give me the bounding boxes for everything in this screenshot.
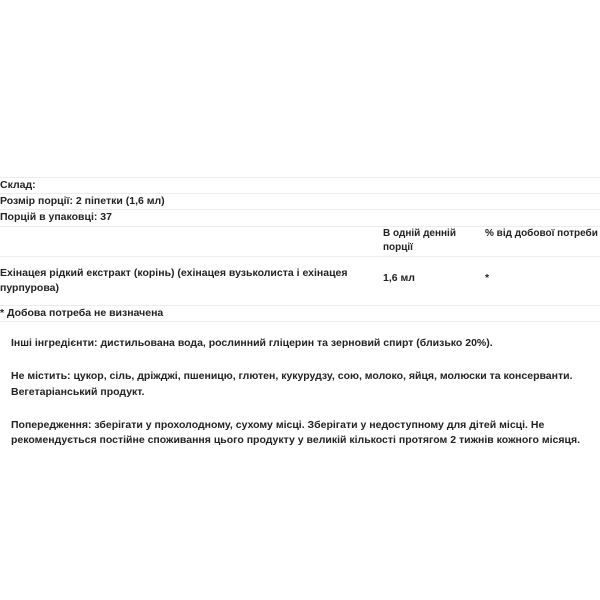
info-blocks bbox=[0, 336, 600, 449]
table-row bbox=[0, 256, 600, 305]
table-row-servings-per-container bbox=[0, 210, 600, 226]
composition-label: Склад: bbox=[0, 178, 600, 194]
supplement-facts-table bbox=[0, 177, 600, 322]
column-header-percent-daily-value: % від добової потреби bbox=[485, 226, 600, 256]
column-header-name bbox=[0, 226, 383, 256]
table-header-row bbox=[0, 226, 600, 256]
table-row-footnote bbox=[0, 306, 600, 322]
ingredient-name: Ехінацея рідкий екстракт (корінь) (ехінацея вузьколиста і ехінацея пурпурова) bbox=[0, 256, 383, 305]
table-row-composition bbox=[0, 178, 600, 194]
ingredient-amount: 1,6 мл bbox=[383, 256, 485, 305]
column-header-amount-per-serving: В одній денній порції bbox=[383, 226, 485, 256]
ingredient-daily-value: * bbox=[485, 256, 600, 305]
other-ingredients-text: Інші інгредієнти: дистильована вода, рослинний гліцерин та зерновий спирт (близько 20%). bbox=[11, 337, 493, 350]
warning-text: Попередження: зберігати у прохолодному, сухому місці. Зберігати у недоступному для дітей місці. Не рекомендується постійне споживання цього продукту у великій кількості протягом 2 тижнів кожного місяця. bbox=[11, 418, 580, 447]
supplement-facts-panel bbox=[0, 177, 600, 460]
table-row-serving-size bbox=[0, 194, 600, 210]
daily-value-footnote: * Добова потреба не визначена bbox=[0, 307, 164, 320]
servings-per-container-label: Порцій в упаковці: 37 bbox=[0, 210, 600, 226]
free-from-text: Не містить: цукор, сіль, дріжджі, пшеницю, глютен, кукурудзу, сою, молоко, яйця, молюски та консерванти. Вегетаріанський продукт. bbox=[11, 370, 573, 398]
serving-size-label: Розмір порції: 2 піпетки (1,6 мл) bbox=[0, 194, 600, 210]
